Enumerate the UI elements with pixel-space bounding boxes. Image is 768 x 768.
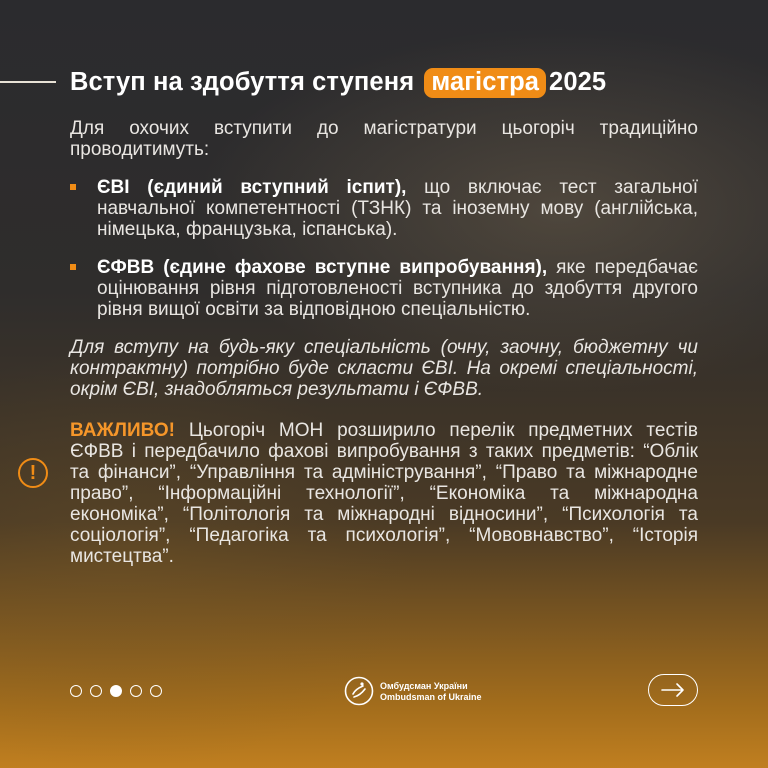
- logo-text: [380, 681, 482, 703]
- title-highlight: магістра: [424, 68, 546, 98]
- title-before: Вступ на здобуття ступеня: [70, 68, 415, 96]
- pagination-dot-3-active[interactable]: [110, 685, 122, 697]
- intro-text: Для охочих вступити до магістратури цьогоріч традиційно проводитимуть:: [70, 118, 698, 160]
- logo-line-en: Ombudsman of Ukraine: [380, 692, 482, 702]
- note-text: Для вступу на будь-яку спеціальність (очну, заочну, бюджетну чи контрактну) потрібно буде скласти ЄВІ. На окремі спеціальності, окрім ЄВІ, знадобляться результати і ЄФВВ.: [70, 337, 698, 400]
- bullet-square-icon: [70, 264, 76, 270]
- title-after: 2025: [549, 68, 607, 96]
- important-text: [70, 420, 698, 567]
- exclamation-icon: !: [18, 458, 48, 488]
- bullet-evi-bold: ЄВІ (єдиний вступний іспит),: [97, 177, 407, 198]
- important-label: ВАЖЛИВО!: [70, 420, 176, 441]
- important-body: Цьогоріч МОН розширило перелік предметних тестів ЄФВВ і передбачило фахові випробування з таких предметів: “Облік та фінанси”, “Управління та адміністрування”, “Право та міжнародне право”, “Інформаційні технології”, “Економіка та міжнародна економіка”, “Політологія та міжнародні відносини”, “Психологія та соціологія”, “Педагогіка та психологія”, “Мововнавство”, “Історія мистецтва”.: [70, 420, 698, 567]
- bullet-square-icon: [70, 184, 76, 190]
- page-title: [70, 66, 606, 98]
- logo-line-ua: Омбудсман України: [380, 681, 468, 691]
- pagination-dot-2[interactable]: [90, 685, 102, 697]
- ombudsman-logo-icon: [344, 676, 374, 706]
- title-row: [0, 62, 768, 102]
- content: [70, 118, 698, 567]
- pagination-dots: [70, 682, 170, 698]
- bullet-efvv-body: яке передбачає оцінювання рівня підготовленості вступника до здобуття другого рівня вищої освіти за відповідною спеціальністю.: [97, 257, 698, 320]
- pagination-dot-5[interactable]: [150, 685, 162, 697]
- bullet-evi-text: [97, 177, 698, 240]
- next-button[interactable]: [648, 674, 698, 706]
- bullet-evi-body: що включає тест загальної навчальної компетентності (ТЗНК) та іноземну мову (англійська, німецька, французька, іспанська).: [97, 177, 698, 240]
- pagination-dot-4[interactable]: [130, 685, 142, 697]
- title-decor-line: [0, 81, 56, 83]
- bullet-efvv-bold: ЄФВВ (єдине фахове вступне випробування),: [97, 257, 548, 278]
- pagination-dot-1[interactable]: [70, 685, 82, 697]
- bullet-efvv-text: [97, 257, 698, 320]
- bullet-efvv: [70, 257, 698, 320]
- arrow-right-icon: [660, 682, 686, 698]
- bullet-evi: [70, 177, 698, 240]
